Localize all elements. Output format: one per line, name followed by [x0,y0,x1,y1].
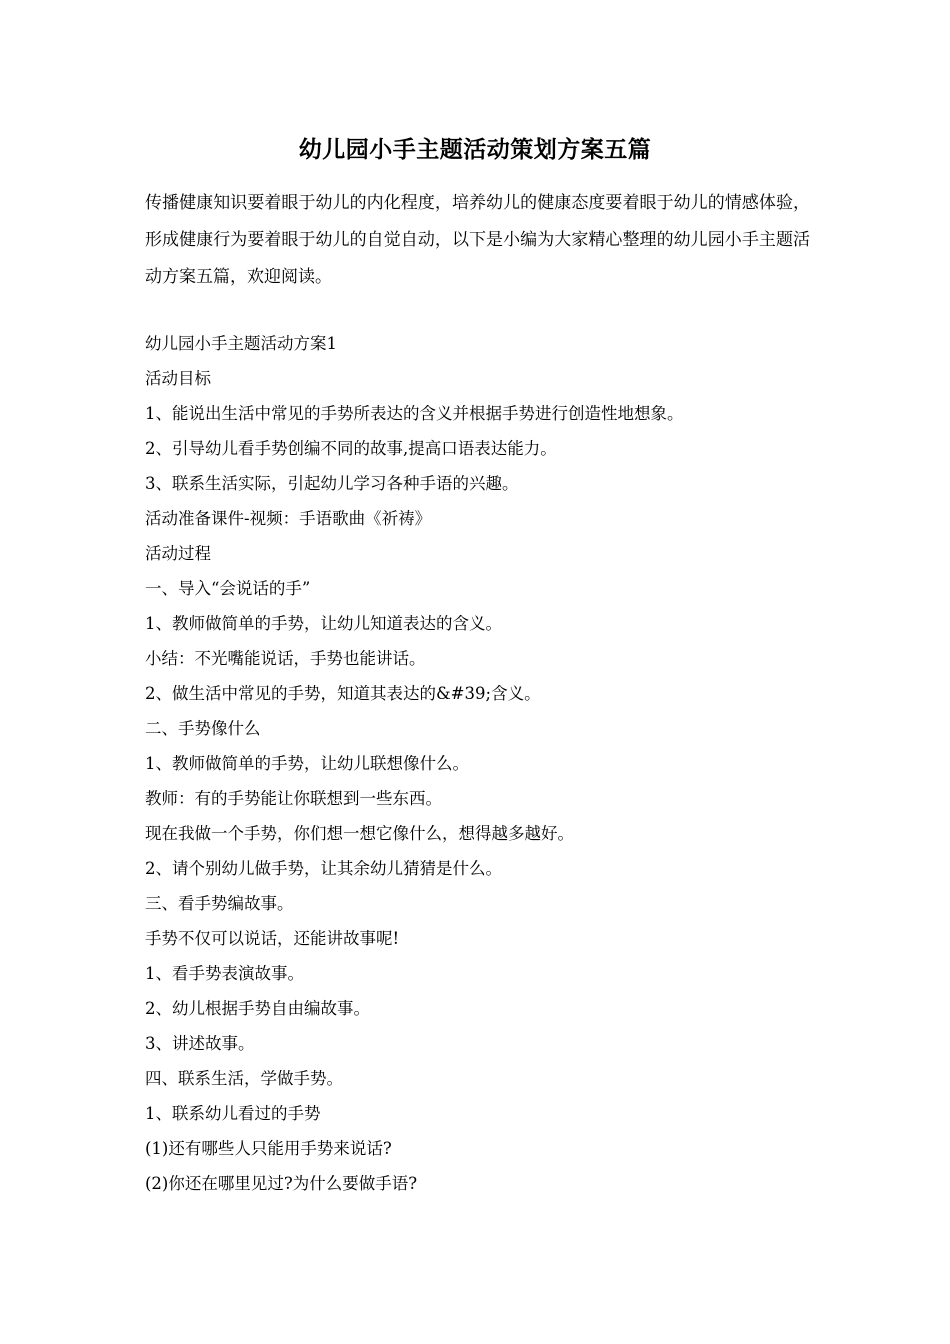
text-line: 3、联系生活实际，引起幼儿学习各种手语的兴趣。 [145,474,519,493]
text-line: 1、看手势表演故事。 [145,964,304,983]
section-heading: 幼儿园小手主题活动方案1 [145,334,337,353]
text-line: 2、做生活中常见的手势，知道其表达的&#39;含义。 [145,684,541,703]
text-line: 3、讲述故事。 [145,1034,255,1053]
text-line: 现在我做一个手势，你们想一想它像什么，想得越多越好。 [145,824,574,843]
document-title: 幼儿园小手主题活动策划方案五篇 [298,136,652,163]
text-line: 四、联系生活，学做手势。 [145,1069,343,1088]
text-line: 手势不仅可以说话，还能讲故事呢! [145,929,400,948]
text-line: 1、联系幼儿看过的手势 [145,1104,321,1123]
text-line: 教师：有的手势能让你联想到一些东西。 [145,789,442,808]
text-line: 三、看手势编故事。 [145,894,294,913]
text-line: (2)你还在哪里见过?为什么要做手语? [145,1174,418,1193]
body-text [145,326,810,1201]
subheading-process: 活动过程 [145,544,211,563]
text-line: (1)还有哪些人只能用手势来说话? [145,1139,392,1158]
text-line: 1、教师做简单的手势，让幼儿知道表达的含义。 [145,614,502,633]
subheading-goals: 活动目标 [145,369,211,388]
intro-paragraph: 传播健康知识要着眼于幼儿的内化程度，培养幼儿的健康态度要着眼于幼儿的情感体验，形成健康行为要着眼于幼儿的自觉自动，以下是小编为大家精心整理的幼儿园小手主题活动方案五篇，欢迎阅读。 [145,193,810,287]
text-line: 活动准备课件-视频：手语歌曲《祈祷》 [145,509,432,528]
text-line: 1、能说出生活中常见的手势所表达的含义并根据手势进行创造性地想象。 [145,404,684,423]
text-line: 1、教师做简单的手势，让幼儿联想像什么。 [145,754,469,773]
text-line: 2、引导幼儿看手势创编不同的故事,提高口语表达能力。 [145,439,557,458]
text-line: 2、请个别幼儿做手势，让其余幼儿猜猜是什么。 [145,859,502,878]
text-line: 2、幼儿根据手势自由编故事。 [145,999,370,1018]
text-line: 一、导入“会说话的手” [145,579,311,598]
text-line: 二、手势像什么 [145,719,261,738]
text-line: 小结：不光嘴能说话，手势也能讲话。 [145,649,426,668]
